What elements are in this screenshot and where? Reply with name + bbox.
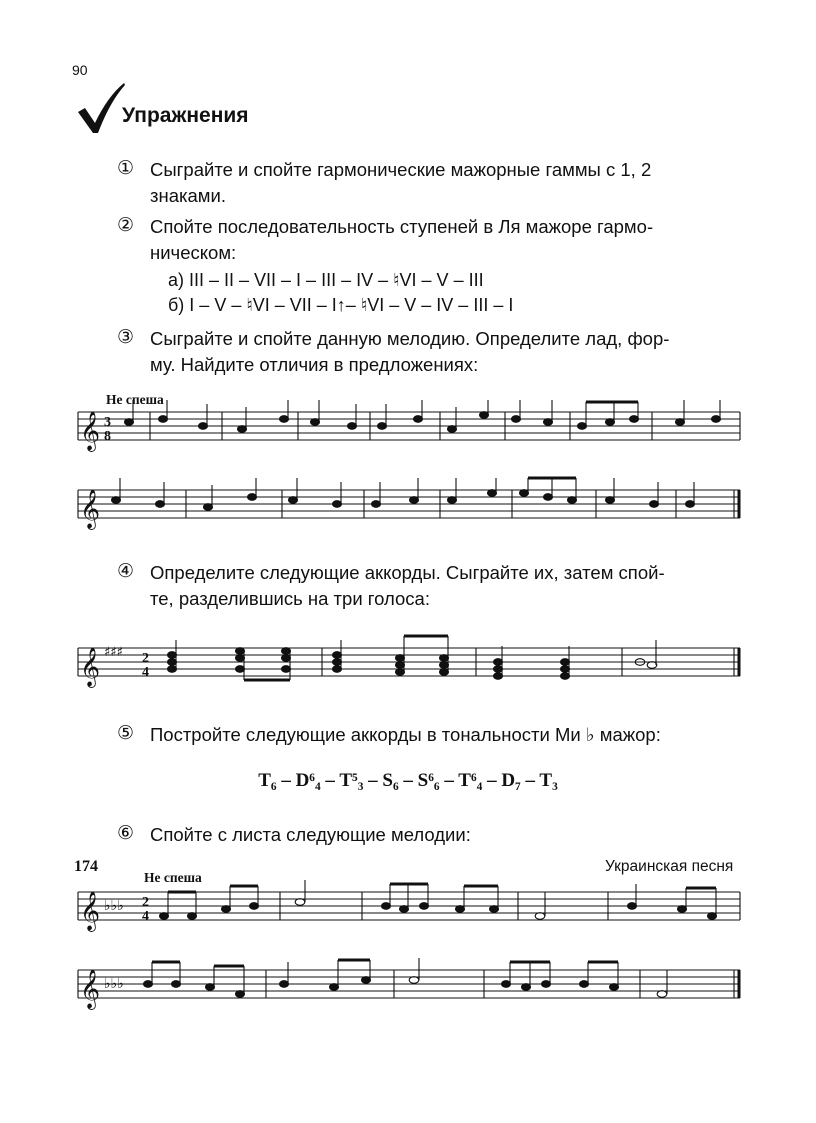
key-signature-flats: ♭♭♭ <box>104 898 124 914</box>
exercise-2-text <box>150 214 653 266</box>
exercise-1-line-1: Сыграйте и спойте гармонические мажорные гаммы с 1, 2 <box>150 159 652 180</box>
exercise-3-line-2: му. Найдите отличия в предложениях: <box>150 354 479 375</box>
time-signature-top: 3 <box>104 415 111 430</box>
exercise-4-line-1: Определите следующие аккорды. Сыграйте их, затем спой- <box>150 562 665 583</box>
melody-tempo-marking: Не спеша <box>106 392 164 407</box>
time-signature-bottom: 4 <box>142 665 149 680</box>
treble-clef-icon: 𝄞 <box>80 411 101 451</box>
exercise-3-line-1: Сыграйте и спойте данную мелодию. Определите лад, фор- <box>150 328 670 349</box>
exercise-5-number: ⑤ <box>117 723 135 744</box>
exercise-1-text <box>150 157 651 209</box>
key-signature-flats: ♭♭♭ <box>104 976 124 992</box>
song-tempo-marking: Не спеша <box>144 870 202 885</box>
exercise-3-number: ③ <box>117 327 135 348</box>
exercise-2-line-2: ническом: <box>150 242 237 263</box>
exercise-6-text: Спойте с листа следующие мелодии: <box>150 824 471 845</box>
melody-staff-1 <box>0 400 816 460</box>
page-number: 90 <box>72 62 88 78</box>
exercise-1-number: ① <box>117 158 135 179</box>
checkmark-icon <box>76 82 126 134</box>
chords-staff <box>0 636 816 696</box>
exercise-2-number: ② <box>117 215 135 236</box>
melody-staff-2 <box>0 478 816 538</box>
chord-formula: T₆ – D⁶₄ – T⁵₃ – S₆ – S⁶₆ – T⁶₄ – D₇ – T₃ <box>258 770 558 791</box>
exercise-6-number: ⑥ <box>117 823 135 844</box>
section-title: Упражнения <box>122 104 249 127</box>
degree-sequence-b: б) I – V – ♮VI – VII – I↑– ♮VI – V – IV – III – I <box>168 295 514 315</box>
song-staff-1 <box>0 880 816 940</box>
treble-clef-icon: 𝄞 <box>80 891 101 931</box>
song-title: Украинская песня <box>605 858 734 875</box>
time-signature-top: 2 <box>142 651 149 666</box>
exercise-4-text <box>150 560 665 612</box>
treble-clef-icon: 𝄞 <box>80 489 101 529</box>
exercise-4-number: ④ <box>117 561 135 582</box>
song-staff-2 <box>0 958 816 1018</box>
exercise-1-line-2: знаками. <box>150 185 226 206</box>
exercise-3-text <box>150 326 669 378</box>
time-signature-bottom: 8 <box>104 429 111 444</box>
key-signature-sharps: ♯♯♯ <box>104 645 123 660</box>
melody-notes-2 <box>112 478 695 510</box>
treble-clef-icon: 𝄞 <box>80 647 101 687</box>
exercise-5-text: Постройте следующие аккорды в тональности Ми ♭ мажор: <box>150 724 661 745</box>
degree-sequence-a: а) III – II – VII – I – III – IV – ♮VI – V – III <box>168 270 484 290</box>
exercise-2-line-1: Спойте последовательность ступеней в Ля мажоре гармо- <box>150 216 654 237</box>
melody-notes-1 <box>125 400 721 432</box>
treble-clef-icon: 𝄞 <box>80 969 101 1009</box>
exercise-4-line-2: те, разделившись на три голоса: <box>150 588 430 609</box>
time-signature-top: 2 <box>142 895 149 910</box>
song-number: 174 <box>74 858 98 875</box>
time-signature-bottom: 4 <box>142 909 149 924</box>
chord-notes <box>168 636 657 680</box>
